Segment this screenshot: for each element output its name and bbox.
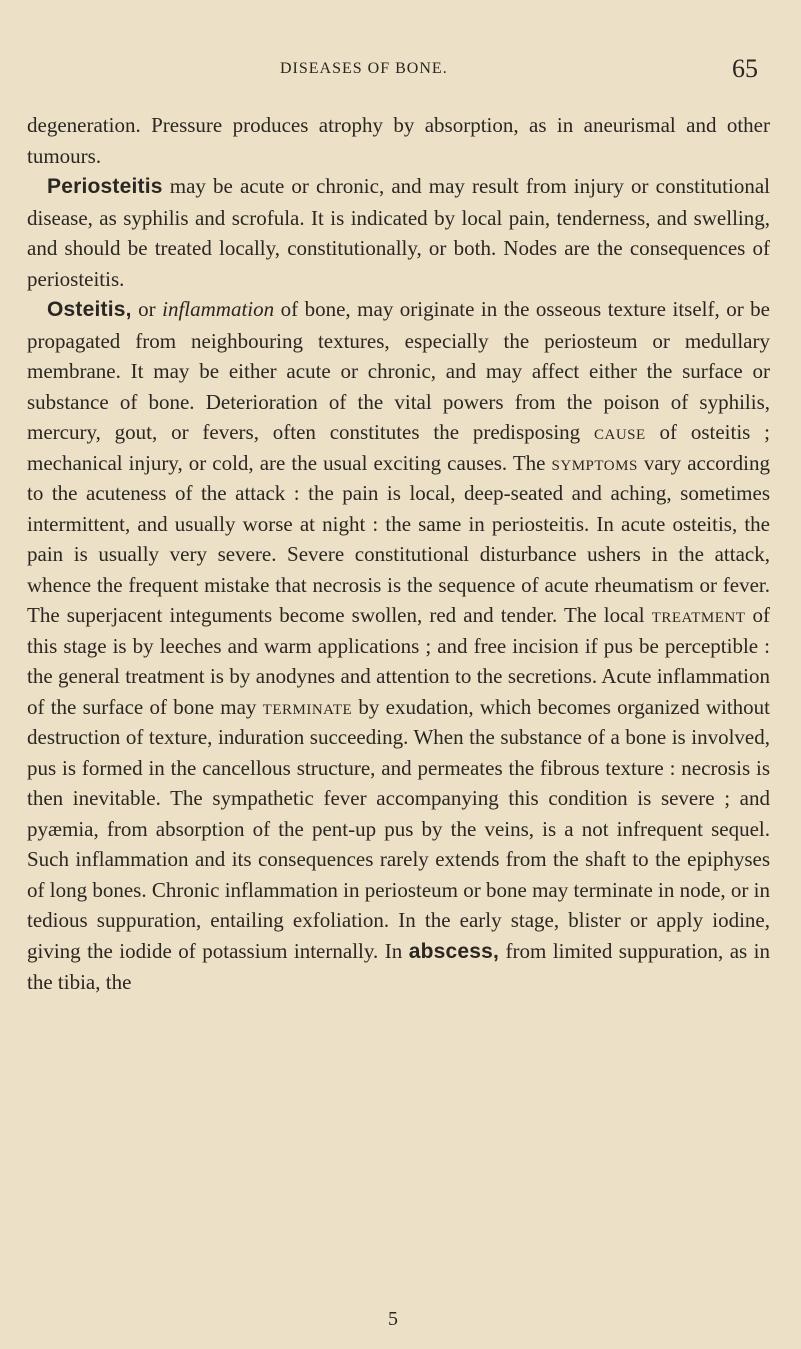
paragraph-text: or bbox=[131, 297, 163, 321]
paragraph-text: by exudation, which becomes organized without destruction of texture, induration succeeding. When the substance of a bone is involved, pus is formed in the cancellous structure, and permeates the fibrous texture : necrosis is then inevitable. The sympathetic fever accompanying this condition is severe ; and pyæmia, from absorption of the pent-up pus by the veins, is a not infrequent sequel. Such inflammation and its consequences rarely extends from the shaft to the epiphyses of long bones. Chronic inflammation in periosteum or bone may terminate in node, or in tedious suppuration, entailing exfoliation. In the early stage, blister or apply iodine, giving the iodide of potassium internally. In bbox=[27, 694, 771, 963]
paragraph-text: of bone, may originate in the osseous texture itself, or be propagated from neighbouring textures, especially the periosteum or medullary membrane. It may be either acute or chronic, and may affect either the surface or substance of bone. Deterioration of the vital powers from the poison of syphilis, mercury, gout, or fevers, often constitutes the predisposing bbox=[27, 297, 771, 444]
running-head bbox=[0, 50, 801, 100]
smallcaps-treatment: treatment bbox=[651, 603, 746, 627]
paragraph-text: from limited suppuration, as in the tibia, the bbox=[27, 938, 771, 994]
paragraph-text: of this stage is by leeches and warm applications ; and free incision if pus be perceptible : the general treatment is by anodynes and attention to the secretions. Acute inflammation of the surface of bone may bbox=[27, 603, 770, 719]
paragraph-text: may be acute or chronic, and may result from injury or constitutional disease, as syphilis and scrofula. It is indicated by local pain, tenderness, and swelling, and should be treated locally, constitutionally, or both. Nodes are the consequences of periosteitis. bbox=[27, 174, 770, 291]
paragraph-text: degeneration. Pressure produces atrophy by absorption, as in aneurismal and other tumours. bbox=[27, 113, 770, 168]
smallcaps-cause: cause bbox=[594, 420, 646, 444]
smallcaps-symptoms: symptoms bbox=[551, 450, 638, 475]
paragraph-periosteitis bbox=[27, 171, 770, 294]
page-number: 65 bbox=[732, 54, 758, 83]
paragraph-continuation bbox=[27, 110, 770, 171]
signature-mark: 5 bbox=[388, 1308, 398, 1330]
paragraph-osteitis bbox=[27, 294, 770, 998]
paragraph-text: of osteitis ; mechanical injury, or cold, are the usual exciting causes. The bbox=[27, 420, 770, 475]
term-abscess: abscess, bbox=[408, 939, 500, 963]
term-periosteitis: Periosteitis bbox=[47, 175, 163, 198]
running-title: DISEASES OF BONE. bbox=[280, 60, 448, 77]
paragraph-text: vary according to the acuteness of the attack : the pain is local, deep-seated and aching, sometimes intermittent, and usually worse at night : the same in periosteitis. In acute osteitis, the pain is usually very severe. Severe constitutional disturbance ushers in the attack, whence the frequent mistake that necrosis is the sequence of acute rheumatism or fever. The superjacent integuments become swollen, red and tender. The local bbox=[27, 450, 770, 627]
term-osteitis: Osteitis, bbox=[47, 298, 132, 321]
body-text bbox=[27, 110, 770, 998]
italic-inflammation: inflammation bbox=[162, 297, 275, 321]
smallcaps-terminate: terminate bbox=[262, 694, 353, 719]
